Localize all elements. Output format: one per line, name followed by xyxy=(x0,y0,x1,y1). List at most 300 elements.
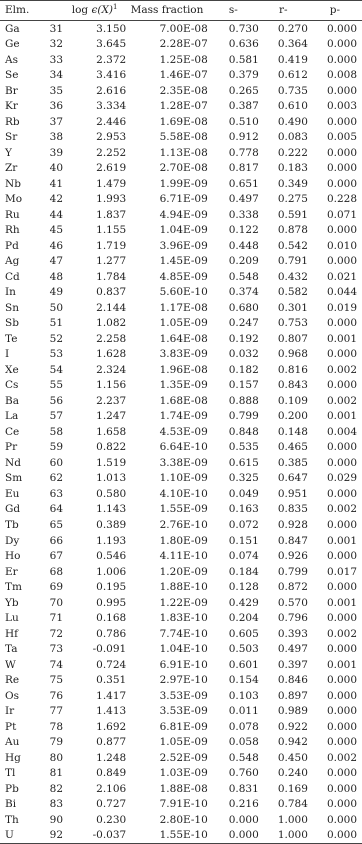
cell-p-fraction: 0.008 xyxy=(326,69,357,82)
cell-log-abundance: 0.877 xyxy=(96,736,127,749)
cell-mass-fraction: 1.05E-09 xyxy=(159,736,208,749)
table-row xyxy=(0,52,362,68)
cell-p-fraction: 0.002 xyxy=(326,503,357,516)
header-log-abundance xyxy=(63,1,126,21)
cell-element: Te xyxy=(5,332,18,345)
cell-p-fraction: 0.000 xyxy=(326,456,357,469)
cell-r-fraction: 0.183 xyxy=(277,162,308,175)
cell-p-fraction: 0.002 xyxy=(326,363,357,376)
cell-mass-fraction: 7.74E-10 xyxy=(159,627,208,640)
cell-mass-fraction: 1.88E-10 xyxy=(159,581,208,594)
cell-r-fraction: 0.843 xyxy=(277,379,308,392)
cell-r-fraction: 0.393 xyxy=(277,627,308,640)
cell-element: Ru xyxy=(5,208,20,221)
cell-r-fraction: 0.109 xyxy=(277,394,308,407)
cell-element: Tb xyxy=(5,519,19,531)
table-row xyxy=(0,316,362,332)
cell-s-fraction: 0.265 xyxy=(228,84,259,97)
cell-r-fraction: 1.000 xyxy=(277,813,308,826)
cell-atomic-number: 64 xyxy=(49,503,64,516)
cell-s-fraction: 0.072 xyxy=(228,519,259,531)
cell-p-fraction: 0.017 xyxy=(326,565,357,578)
cell-mass-fraction: 4.94E-09 xyxy=(159,208,208,221)
cell-p-fraction: 0.000 xyxy=(326,441,357,454)
cell-p-fraction: 0.000 xyxy=(326,705,357,718)
cell-mass-fraction: 6.81E-09 xyxy=(159,720,208,733)
table-row xyxy=(0,223,362,239)
cell-s-fraction: 0.154 xyxy=(228,674,259,687)
cell-log-abundance: 1.247 xyxy=(96,410,127,423)
cell-r-fraction: 0.570 xyxy=(277,596,308,609)
cell-element: As xyxy=(5,53,18,66)
cell-s-fraction: 0.000 xyxy=(208,828,259,844)
cell-s-fraction: 0.374 xyxy=(228,286,259,299)
cell-s-fraction: 0.011 xyxy=(228,705,259,718)
cell-r-fraction: 0.364 xyxy=(277,38,308,51)
table-row xyxy=(0,254,362,270)
cell-mass-fraction: 1.74E-09 xyxy=(159,410,208,423)
cell-s-fraction: 0.888 xyxy=(228,394,259,407)
cell-element: Xe xyxy=(5,363,19,376)
cell-s-fraction: 0.074 xyxy=(228,550,259,563)
cell-atomic-number: 31 xyxy=(49,22,64,35)
cell-mass-fraction: 1.03E-09 xyxy=(159,767,208,780)
cell-element: Ag xyxy=(5,255,20,268)
cell-r-fraction: 0.612 xyxy=(277,69,308,82)
cell-mass-fraction: 2.70E-08 xyxy=(159,162,208,175)
cell-s-fraction: 0.548 xyxy=(228,751,259,764)
cell-element: Au xyxy=(5,736,20,749)
cell-atomic-number: 67 xyxy=(49,550,64,563)
cell-element: Kr xyxy=(5,100,18,113)
table-row xyxy=(0,21,362,37)
cell-mass-fraction: 1.45E-09 xyxy=(159,255,208,268)
cell-element: In xyxy=(5,286,16,299)
cell-atomic-number: 41 xyxy=(49,177,64,190)
cell-s-fraction: 0.799 xyxy=(228,410,259,423)
cell-p-fraction: 0.001 xyxy=(326,332,357,345)
cell-r-fraction: 0.200 xyxy=(277,410,308,423)
cell-atomic-number: 57 xyxy=(49,410,64,423)
cell-s-fraction: 0.601 xyxy=(228,658,259,671)
cell-mass-fraction: 1.04E-10 xyxy=(159,643,208,656)
table-row xyxy=(0,238,362,254)
cell-r-fraction: 0.591 xyxy=(277,208,308,221)
cell-s-fraction: 0.058 xyxy=(228,736,259,749)
cell-p-fraction: 0.000 xyxy=(326,348,357,361)
table-row xyxy=(0,471,362,487)
table-row xyxy=(0,812,362,828)
cell-p-fraction: 0.000 xyxy=(326,22,357,35)
table-row xyxy=(0,130,362,146)
cell-atomic-number: 68 xyxy=(49,565,64,578)
table-row xyxy=(0,750,362,766)
table-row xyxy=(0,704,362,720)
cell-r-fraction: 0.951 xyxy=(277,487,308,500)
cell-log-abundance: 0.849 xyxy=(96,767,127,780)
table-row xyxy=(0,828,362,844)
cell-atomic-number: 35 xyxy=(49,84,64,97)
cell-mass-fraction: 1.68E-08 xyxy=(159,394,208,407)
cell-log-abundance: 1.417 xyxy=(96,689,127,702)
table-row xyxy=(0,455,362,471)
cell-element: Nd xyxy=(5,456,21,469)
cell-s-fraction: 0.636 xyxy=(228,38,259,51)
cell-mass-fraction: 1.22E-09 xyxy=(159,596,208,609)
cell-mass-fraction: 4.85E-09 xyxy=(159,270,208,283)
cell-element: Hg xyxy=(5,751,21,764)
cell-atomic-number: 69 xyxy=(49,581,64,594)
table-row xyxy=(0,114,362,130)
cell-r-fraction: 0.465 xyxy=(277,441,308,454)
cell-element: Se xyxy=(5,69,19,82)
cell-log-abundance: 3.645 xyxy=(96,38,127,51)
cell-element: Pd xyxy=(5,239,19,252)
cell-p-fraction: 0.010 xyxy=(326,239,357,252)
cell-atomic-number: 59 xyxy=(49,441,64,454)
cell-s-fraction: 0.184 xyxy=(228,565,259,578)
cell-r-fraction: 0.816 xyxy=(277,363,308,376)
cell-log-abundance: 3.150 xyxy=(96,22,127,35)
cell-s-fraction: 0.379 xyxy=(228,69,259,82)
cell-p-fraction: 0.019 xyxy=(326,301,357,314)
cell-element: Tl xyxy=(5,767,16,780)
cell-mass-fraction: 1.04E-09 xyxy=(159,224,208,237)
table-body xyxy=(0,21,362,844)
cell-log-abundance: 1.155 xyxy=(96,224,127,237)
table-row xyxy=(0,766,362,782)
cell-atomic-number: 39 xyxy=(49,146,64,159)
table-row xyxy=(0,595,362,611)
cell-log-abundance: 1.082 xyxy=(96,317,127,330)
cell-element: La xyxy=(5,410,19,423)
cell-s-fraction: 0.049 xyxy=(228,487,259,500)
header-p-process: p- xyxy=(308,1,362,21)
cell-mass-fraction: 1.64E-08 xyxy=(159,332,208,345)
cell-log-abundance: 0.724 xyxy=(96,658,127,671)
cell-atomic-number: 37 xyxy=(49,115,64,128)
cell-log-abundance: 1.837 xyxy=(96,208,127,221)
cell-s-fraction: 0.163 xyxy=(228,503,259,516)
cell-log-abundance: 0.786 xyxy=(96,627,127,640)
cell-p-fraction: 0.000 xyxy=(326,550,357,563)
table-row xyxy=(0,378,362,394)
cell-s-fraction: 0.503 xyxy=(228,643,259,656)
cell-atomic-number: 65 xyxy=(49,519,64,531)
cell-p-fraction: 0.000 xyxy=(326,519,357,531)
cell-log-abundance: 1.993 xyxy=(96,193,127,206)
cell-s-fraction: 0.448 xyxy=(228,239,259,252)
cell-atomic-number: 53 xyxy=(49,348,64,361)
cell-r-fraction: 0.835 xyxy=(277,503,308,516)
cell-log-abundance: 1.628 xyxy=(96,348,127,361)
cell-mass-fraction: 3.96E-09 xyxy=(159,239,208,252)
cell-p-fraction: 0.000 xyxy=(326,115,357,128)
cell-s-fraction: 0.209 xyxy=(228,255,259,268)
cell-atomic-number: 54 xyxy=(49,363,64,376)
table-row xyxy=(0,440,362,456)
cell-log-abundance: 0.351 xyxy=(96,674,127,687)
table-row xyxy=(0,533,362,549)
cell-mass-fraction: 1.35E-09 xyxy=(159,379,208,392)
cell-log-abundance: 1.479 xyxy=(96,177,127,190)
cell-atomic-number: 58 xyxy=(49,425,64,438)
cell-s-fraction: 0.000 xyxy=(228,813,259,826)
cell-mass-fraction: 2.35E-08 xyxy=(159,84,208,97)
cell-s-fraction: 0.730 xyxy=(228,22,259,35)
cell-s-fraction: 0.182 xyxy=(228,363,259,376)
cell-mass-fraction: 1.13E-08 xyxy=(159,146,208,159)
cell-log-abundance: -0.091 xyxy=(92,643,127,656)
cell-p-fraction: 0.001 xyxy=(326,596,357,609)
cell-log-abundance: 2.616 xyxy=(96,84,127,97)
cell-element: Eu xyxy=(5,487,20,500)
cell-p-fraction: 0.000 xyxy=(326,255,357,268)
cell-log-abundance: 1.658 xyxy=(96,425,127,438)
table-row xyxy=(0,347,362,363)
cell-element: Os xyxy=(5,689,19,702)
table-row xyxy=(0,99,362,115)
table-row xyxy=(0,424,362,440)
cell-mass-fraction: 3.38E-09 xyxy=(159,456,208,469)
cell-atomic-number: 83 xyxy=(49,798,64,811)
header-r-process: r- xyxy=(259,1,308,21)
cell-log-abundance: 0.195 xyxy=(96,581,127,594)
cell-p-fraction: 0.000 xyxy=(326,798,357,811)
cell-log-abundance: 2.372 xyxy=(96,53,127,66)
cell-r-fraction: 0.791 xyxy=(277,255,308,268)
cell-mass-fraction: 6.91E-10 xyxy=(159,658,208,671)
table-row xyxy=(0,735,362,751)
cell-log-abundance: 2.953 xyxy=(96,131,127,144)
cell-atomic-number: 60 xyxy=(49,456,64,469)
cell-s-fraction: 0.615 xyxy=(228,456,259,469)
cell-atomic-number: 49 xyxy=(49,286,64,299)
cell-element: Bi xyxy=(5,798,17,811)
cell-element: Ir xyxy=(5,705,15,718)
cell-r-fraction: 0.784 xyxy=(277,798,308,811)
table-row xyxy=(0,564,362,580)
cell-log-abundance: 0.727 xyxy=(96,798,127,811)
cell-mass-fraction: 4.10E-10 xyxy=(159,487,208,500)
cell-element: Mo xyxy=(5,193,23,206)
cell-s-fraction: 0.581 xyxy=(228,53,259,66)
table-row xyxy=(0,611,362,627)
cell-element: Pb xyxy=(5,782,19,795)
cell-r-fraction: 0.497 xyxy=(277,643,308,656)
table-row xyxy=(0,642,362,658)
cell-mass-fraction: 2.28E-07 xyxy=(159,38,208,51)
header-row xyxy=(0,1,362,21)
cell-mass-fraction: 1.80E-09 xyxy=(159,534,208,547)
header-atomic-number xyxy=(41,1,63,21)
cell-s-fraction: 0.912 xyxy=(228,131,259,144)
cell-atomic-number: 55 xyxy=(49,379,64,392)
cell-p-fraction: 0.002 xyxy=(326,627,357,640)
cell-atomic-number: 92 xyxy=(41,828,63,844)
cell-s-fraction: 0.497 xyxy=(228,193,259,206)
cell-s-fraction: 0.078 xyxy=(228,720,259,733)
table-row xyxy=(0,486,362,502)
cell-p-fraction: 0.001 xyxy=(326,534,357,547)
cell-r-fraction: 0.419 xyxy=(277,53,308,66)
cell-element: Er xyxy=(5,565,18,578)
cell-mass-fraction: 1.55E-09 xyxy=(159,503,208,516)
table-row xyxy=(0,83,362,99)
cell-r-fraction: 0.807 xyxy=(277,332,308,345)
cell-log-abundance: 0.995 xyxy=(96,596,127,609)
cell-s-fraction: 0.680 xyxy=(228,301,259,314)
cell-atomic-number: 62 xyxy=(49,472,64,485)
table-row xyxy=(0,502,362,518)
table-row xyxy=(0,549,362,565)
header-element: Elm. xyxy=(0,1,41,21)
cell-s-fraction: 0.778 xyxy=(228,146,259,159)
cell-mass-fraction: 1.25E-08 xyxy=(159,53,208,66)
cell-r-fraction: 0.083 xyxy=(277,131,308,144)
cell-p-fraction: 0.001 xyxy=(326,410,357,423)
cell-s-fraction: 0.247 xyxy=(228,317,259,330)
table-row xyxy=(0,300,362,316)
cell-s-fraction: 0.760 xyxy=(228,767,259,780)
cell-element: Yb xyxy=(5,596,19,609)
cell-element: Th xyxy=(5,813,19,826)
cell-s-fraction: 0.831 xyxy=(228,782,259,795)
cell-log-abundance: 2.446 xyxy=(96,115,127,128)
cell-r-fraction: 0.349 xyxy=(277,177,308,190)
cell-atomic-number: 77 xyxy=(49,705,64,718)
cell-s-fraction: 0.338 xyxy=(228,208,259,221)
cell-mass-fraction: 1.69E-08 xyxy=(159,115,208,128)
cell-element: I xyxy=(5,348,10,361)
cell-atomic-number: 63 xyxy=(49,487,64,500)
cell-p-fraction: 0.029 xyxy=(326,472,357,485)
cell-r-fraction: 0.301 xyxy=(277,301,308,314)
cell-log-abundance: 1.156 xyxy=(96,379,127,392)
table-row xyxy=(0,409,362,425)
cell-element: Cs xyxy=(5,379,19,392)
cell-s-fraction: 0.535 xyxy=(228,441,259,454)
cell-p-fraction: 0.000 xyxy=(326,581,357,594)
cell-log-abundance: 3.334 xyxy=(96,100,127,113)
cell-element: Ta xyxy=(5,643,18,656)
cell-s-fraction: 0.192 xyxy=(228,332,259,345)
cell-element: Br xyxy=(5,84,18,97)
cell-r-fraction: 0.240 xyxy=(277,767,308,780)
table-row xyxy=(0,37,362,53)
header-log-symbol: ϵ(X) xyxy=(91,4,114,17)
cell-log-abundance: 1.248 xyxy=(96,751,127,764)
cell-log-abundance: 1.006 xyxy=(96,565,127,578)
cell-atomic-number: 45 xyxy=(49,224,64,237)
cell-atomic-number: 66 xyxy=(49,534,64,547)
cell-element: Tm xyxy=(5,581,22,594)
cell-r-fraction: 0.148 xyxy=(277,425,308,438)
cell-s-fraction: 0.548 xyxy=(228,270,259,283)
cell-mass-fraction: 1.55E-10 xyxy=(126,828,208,844)
cell-mass-fraction: 2.52E-09 xyxy=(159,751,208,764)
cell-element: Cd xyxy=(5,270,20,283)
cell-mass-fraction: 1.88E-08 xyxy=(159,782,208,795)
cell-r-fraction: 0.926 xyxy=(277,550,308,563)
cell-atomic-number: 52 xyxy=(49,332,64,345)
cell-s-fraction: 0.325 xyxy=(228,472,259,485)
table-row xyxy=(0,781,362,797)
cell-log-abundance: 0.389 xyxy=(96,519,127,531)
cell-log-abundance: 1.784 xyxy=(96,270,127,283)
cell-log-abundance: 0.822 xyxy=(96,441,127,454)
cell-r-fraction: 0.610 xyxy=(277,100,308,113)
cell-p-fraction: 0.000 xyxy=(326,53,357,66)
cell-atomic-number: 34 xyxy=(49,69,64,82)
table-row xyxy=(0,176,362,192)
cell-r-fraction: 0.897 xyxy=(277,689,308,702)
cell-atomic-number: 75 xyxy=(49,674,64,687)
cell-r-fraction: 0.846 xyxy=(277,674,308,687)
cell-atomic-number: 38 xyxy=(49,131,64,144)
cell-mass-fraction: 7.00E-08 xyxy=(159,22,208,35)
cell-p-fraction: 0.000 xyxy=(326,162,357,175)
cell-r-fraction: 0.275 xyxy=(277,193,308,206)
cell-r-fraction: 0.878 xyxy=(277,224,308,237)
cell-r-fraction: 1.000 xyxy=(259,828,308,844)
cell-r-fraction: 0.922 xyxy=(277,720,308,733)
cell-r-fraction: 0.222 xyxy=(277,146,308,159)
cell-atomic-number: 46 xyxy=(49,239,64,252)
cell-p-fraction: 0.000 xyxy=(326,767,357,780)
cell-log-abundance: 2.106 xyxy=(96,782,127,795)
cell-p-fraction: 0.021 xyxy=(326,270,357,283)
header-mass-fraction: Mass fraction xyxy=(126,1,208,21)
cell-element: Ge xyxy=(5,38,20,51)
cell-s-fraction: 0.032 xyxy=(228,348,259,361)
cell-s-fraction: 0.216 xyxy=(228,798,259,811)
cell-log-abundance: 0.546 xyxy=(96,550,127,563)
header-footnote-mark: 1 xyxy=(113,3,118,12)
cell-atomic-number: 42 xyxy=(49,193,64,206)
cell-mass-fraction: 7.91E-10 xyxy=(159,798,208,811)
cell-p-fraction: 0.000 xyxy=(326,612,357,625)
table-row xyxy=(0,797,362,813)
table-row xyxy=(0,161,362,177)
cell-log-abundance: 0.837 xyxy=(96,286,127,299)
cell-r-fraction: 0.989 xyxy=(277,705,308,718)
cell-atomic-number: 44 xyxy=(49,208,64,221)
cell-element: U xyxy=(0,828,41,844)
cell-atomic-number: 76 xyxy=(49,689,64,702)
cell-p-fraction: 0.000 xyxy=(326,813,357,826)
cell-s-fraction: 0.387 xyxy=(228,100,259,113)
cell-log-abundance: 2.144 xyxy=(96,301,127,314)
table-row xyxy=(0,626,362,642)
cell-element: Ho xyxy=(5,550,21,563)
cell-p-fraction: 0.044 xyxy=(326,286,357,299)
cell-element: Sn xyxy=(5,301,19,314)
table-row xyxy=(0,207,362,223)
cell-r-fraction: 0.270 xyxy=(277,22,308,35)
cell-atomic-number: 81 xyxy=(49,767,64,780)
cell-log-abundance: 0.230 xyxy=(96,813,127,826)
cell-atomic-number: 40 xyxy=(49,162,64,175)
cell-log-abundance: 0.168 xyxy=(96,612,127,625)
cell-p-fraction: 0.000 xyxy=(326,720,357,733)
cell-mass-fraction: 6.71E-09 xyxy=(159,193,208,206)
cell-r-fraction: 0.647 xyxy=(277,472,308,485)
cell-r-fraction: 0.432 xyxy=(277,270,308,283)
cell-log-abundance: 3.416 xyxy=(96,69,127,82)
cell-element: Pr xyxy=(5,441,18,454)
cell-mass-fraction: 2.97E-10 xyxy=(159,674,208,687)
